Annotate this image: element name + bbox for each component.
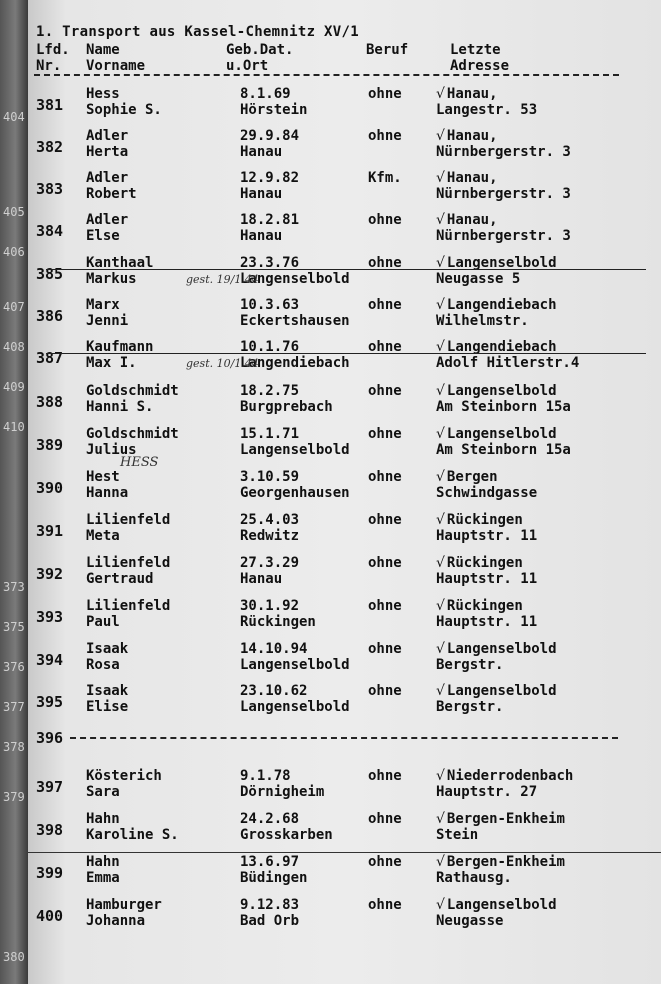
entry-row	[28, 768, 661, 812]
check-mark: √	[436, 255, 445, 271]
handwritten-note: gest. 19/1.44	[186, 273, 259, 286]
header-beruf-line1: Beruf	[366, 42, 409, 58]
entry-number: 383	[36, 180, 64, 198]
entry-surname: Kaufmann	[86, 339, 154, 355]
entry-birth-place: Grosskarben	[240, 827, 333, 843]
header-adresse-line1: Letzte	[450, 42, 501, 58]
entry-number: 387	[36, 349, 64, 367]
handwritten-note: HESS	[120, 455, 159, 470]
entry-address-line2: Neugasse 5	[436, 271, 521, 287]
entry-birth-date: 12.9.82	[240, 170, 300, 186]
entry-surname: Hest	[86, 469, 120, 485]
entry-firstname: Rosa	[86, 657, 120, 673]
entry-birth-place: Bad Orb	[240, 913, 300, 929]
entry-birth-place: Redwitz	[240, 528, 300, 544]
check-mark: √	[436, 555, 445, 571]
margin-number: 378	[3, 740, 25, 754]
entry-occupation: ohne	[368, 128, 402, 144]
entry-row	[28, 128, 661, 172]
entry-occupation: ohne	[368, 255, 402, 271]
entry-number: 392	[36, 565, 64, 583]
margin-number: 409	[3, 380, 25, 394]
check-mark: √	[436, 641, 445, 657]
entry-address-line1: Langenselbold	[446, 641, 557, 657]
margin-number: 379	[3, 790, 25, 804]
margin-number: 380	[3, 950, 25, 964]
entry-birth-date: 29.9.84	[240, 128, 300, 144]
entry-number: 388	[36, 393, 64, 411]
entry-firstname: Else	[86, 228, 120, 244]
entry-number: 393	[36, 608, 64, 626]
entry-surname: Marx	[86, 297, 120, 313]
entry-surname: Kanthaal	[86, 255, 154, 271]
entry-birth-place: Hanau	[240, 228, 283, 244]
entry-number: 385	[36, 265, 64, 283]
check-mark: √	[436, 339, 445, 355]
entry-birth-place: Langendiebach	[240, 355, 350, 371]
strike-through-line	[46, 269, 646, 270]
entry-name	[86, 255, 153, 287]
entry-firstname: Gertraud	[86, 571, 154, 587]
entry-number: 397	[36, 778, 64, 796]
entry-row	[28, 683, 661, 727]
entry-address-line1: Hanau,	[446, 128, 498, 144]
entry-occupation: ohne	[368, 297, 402, 313]
entry-birth	[240, 768, 324, 800]
entry-row	[28, 598, 661, 642]
entry-row	[28, 86, 661, 130]
entry-birth-date: 9.12.83	[240, 897, 300, 913]
entry-address-line2: Bergstr.	[436, 699, 504, 715]
entry-firstname: Jenni	[86, 313, 129, 329]
entry-birth	[240, 212, 299, 244]
entry-birth-place: Dörnigheim	[240, 784, 325, 800]
entry-name	[86, 86, 162, 118]
entry-address-line1: Langendiebach	[446, 339, 557, 355]
margin-number: 404	[3, 110, 25, 124]
entry-birth-place: Langenselbold	[240, 699, 350, 715]
entry-birth	[240, 854, 307, 886]
entry-birth	[240, 811, 333, 843]
entry-name	[86, 811, 179, 843]
entry-birth-place: Büdingen	[240, 870, 308, 886]
entry-row	[28, 170, 661, 214]
check-mark: √	[436, 426, 445, 442]
entry-address	[436, 598, 537, 630]
entry-birth-date: 15.1.71	[240, 426, 300, 442]
header-name	[86, 42, 145, 74]
entry-name	[86, 128, 128, 160]
entry-birth-place: Langenselbold	[240, 657, 350, 673]
entry-surname: Kösterich	[86, 768, 162, 784]
check-mark: √	[436, 854, 445, 870]
entry-row	[28, 897, 661, 941]
entry-firstname: Elise	[86, 699, 129, 715]
entry-row	[28, 641, 661, 685]
entry-birth	[240, 469, 350, 501]
entry-address-line1: Bergen-Enkheim	[446, 811, 565, 827]
entry-address	[436, 212, 571, 244]
entry-occupation: ohne	[368, 339, 402, 355]
entry-firstname: Hanna	[86, 485, 129, 501]
entry-birth	[240, 512, 299, 544]
entry-occupation: ohne	[368, 683, 402, 699]
entry-number: 399	[36, 864, 64, 882]
entry-address-line1: Rückingen	[446, 555, 523, 571]
entry-name	[86, 512, 170, 544]
entry-address-line2: Stein	[436, 827, 479, 843]
entry-firstname: Robert	[86, 186, 137, 202]
entry-address-line1: Bergen-Enkheim	[446, 854, 565, 870]
entry-name	[86, 426, 179, 458]
entry-number: 389	[36, 436, 64, 454]
margin-number: 375	[3, 620, 25, 634]
entry-number: 384	[36, 222, 64, 240]
header-lfd	[36, 42, 70, 74]
entry-name	[86, 469, 128, 501]
entry-address	[436, 683, 557, 715]
entry-occupation: ohne	[368, 86, 402, 102]
entry-name	[86, 555, 170, 587]
entry-birth-date: 9.1.78	[240, 768, 291, 784]
entry-birth-date: 18.2.81	[240, 212, 300, 228]
entry-birth-date: 24.2.68	[240, 811, 300, 827]
header-lfd-line2: Nr.	[36, 58, 62, 74]
entry-birth-date: 23.3.76	[240, 255, 300, 271]
entry-name	[86, 641, 128, 673]
entry-address-line1: Hanau,	[446, 170, 498, 186]
entry-address-line1: Langenselbold	[446, 683, 557, 699]
entry-address	[436, 555, 537, 587]
entry-birth	[240, 598, 316, 630]
entry-firstname: Paul	[86, 614, 120, 630]
entry-surname: Lilienfeld	[86, 512, 171, 528]
entry-address-line1: Langenselbold	[446, 426, 557, 442]
entry-name	[86, 768, 162, 800]
entry-surname: Hahn	[86, 811, 120, 827]
entry-birth	[240, 426, 350, 458]
check-mark: √	[436, 469, 445, 485]
entry-address-line2: Nürnbergerstr. 3	[436, 228, 571, 244]
check-mark: √	[436, 212, 445, 228]
entry-surname: Lilienfeld	[86, 598, 171, 614]
entry-occupation: ohne	[368, 212, 402, 228]
entry-surname: Adler	[86, 212, 129, 228]
entry-surname: Adler	[86, 128, 129, 144]
entry-number: 396	[36, 729, 64, 747]
entry-address-line1: Langenselbold	[446, 383, 557, 399]
handwritten-note: gest. 10/1.44	[186, 357, 259, 370]
margin-number: 410	[3, 420, 25, 434]
empty-entry-line	[70, 737, 618, 739]
entry-address-line1: Bergen	[446, 469, 498, 485]
entry-birth	[240, 383, 333, 415]
entry-address-line2: Nürnbergerstr. 3	[436, 144, 571, 160]
entry-address	[436, 641, 557, 673]
entry-firstname: Max I.	[86, 355, 137, 371]
entry-birth	[240, 897, 299, 929]
entry-birth-date: 18.2.75	[240, 383, 300, 399]
entry-address	[436, 170, 571, 202]
entry-firstname: Sophie S.	[86, 102, 162, 118]
header-name-line1: Name	[86, 42, 120, 58]
entry-birth-date: 14.10.94	[240, 641, 308, 657]
entry-row	[28, 811, 661, 855]
margin-number: 376	[3, 660, 25, 674]
entry-birth	[240, 170, 299, 202]
entry-address-line2: Nürnbergerstr. 3	[436, 186, 571, 202]
entry-name	[86, 683, 128, 715]
entry-birth-date: 13.6.97	[240, 854, 300, 870]
check-mark: √	[436, 297, 445, 313]
entry-birth-place: Hörstein	[240, 102, 308, 118]
entry-address	[436, 297, 557, 329]
entry-name	[86, 297, 128, 329]
entry-address-line2: Schwindgasse	[436, 485, 538, 501]
entry-surname: Adler	[86, 170, 129, 186]
entry-number: 391	[36, 522, 64, 540]
header-geb-line1: Geb.Dat.	[226, 42, 294, 58]
entry-number: 395	[36, 693, 64, 711]
entry-birth	[240, 86, 307, 118]
entry-address	[436, 339, 579, 371]
entry-address	[436, 854, 565, 886]
entry-address-line1: Langenselbold	[446, 897, 557, 913]
ruled-line	[28, 852, 661, 853]
strike-through-line	[46, 353, 646, 354]
entry-firstname: Meta	[86, 528, 120, 544]
entry-address	[436, 426, 571, 458]
entry-surname: Isaak	[86, 683, 129, 699]
margin-number: 373	[3, 580, 25, 594]
entry-birth	[240, 555, 299, 587]
entry-address-line1: Rückingen	[446, 598, 523, 614]
entry-firstname: Markus	[86, 271, 137, 287]
header-lfd-line1: Lfd.	[36, 42, 70, 58]
entry-occupation: Kfm.	[368, 170, 402, 186]
entry-address-line2: Neugasse	[436, 913, 504, 929]
check-mark: √	[436, 768, 445, 784]
entry-row	[28, 255, 661, 299]
entry-birth-place: Hanau	[240, 571, 283, 587]
header-geb	[226, 42, 293, 74]
entry-surname: Goldschmidt	[86, 426, 179, 442]
entry-surname: Goldschmidt	[86, 383, 179, 399]
entry-address	[436, 469, 537, 501]
entry-occupation: ohne	[368, 897, 402, 913]
entry-number: 382	[36, 138, 64, 156]
entry-row	[28, 555, 661, 599]
check-mark: √	[436, 383, 445, 399]
check-mark: √	[436, 512, 445, 528]
entry-firstname: Emma	[86, 870, 120, 886]
entry-birth-place: Eckertshausen	[240, 313, 350, 329]
entry-address	[436, 512, 537, 544]
entry-row	[28, 212, 661, 256]
header-geb-line2: u.Ort	[226, 58, 269, 74]
entry-birth-date: 10.3.63	[240, 297, 300, 313]
entry-name	[86, 383, 179, 415]
entry-address-line1: Rückingen	[446, 512, 523, 528]
entry-address-line2: Bergstr.	[436, 657, 504, 673]
check-mark: √	[436, 897, 445, 913]
entry-address-line1: Langenselbold	[446, 255, 557, 271]
margin-number: 406	[3, 245, 25, 259]
entry-birth-place: Langenselbold	[240, 271, 350, 287]
entry-birth-date: 25.4.03	[240, 512, 300, 528]
entry-birth-place: Langenselbold	[240, 442, 350, 458]
entry-address-line1: Langendiebach	[446, 297, 557, 313]
entry-birth-date: 10.1.76	[240, 339, 300, 355]
margin-number: 408	[3, 340, 25, 354]
check-mark: √	[436, 170, 445, 186]
entry-occupation: ohne	[368, 555, 402, 571]
entry-surname: Hamburger	[86, 897, 162, 913]
entry-row	[28, 455, 661, 513]
entry-firstname: Johanna	[86, 913, 146, 929]
entry-birth-place: Georgenhausen	[240, 485, 350, 501]
entry-row	[28, 854, 661, 898]
header-adresse	[450, 42, 509, 74]
entry-row	[28, 383, 661, 427]
entry-row	[28, 339, 661, 383]
entry-occupation: ohne	[368, 768, 402, 784]
entry-birth	[240, 641, 350, 673]
entry-birth-date: 8.1.69	[240, 86, 291, 102]
entry-surname: Isaak	[86, 641, 129, 657]
entry-name	[86, 854, 120, 886]
entry-address-line2: Langestr. 53	[436, 102, 538, 118]
entry-address	[436, 768, 573, 800]
entry-firstname: Hanni S.	[86, 399, 154, 415]
entry-address	[436, 255, 557, 287]
entry-birth-place: Hanau	[240, 186, 283, 202]
entry-occupation: ohne	[368, 469, 402, 485]
entry-surname: Hess	[86, 86, 120, 102]
entry-firstname: Karoline S.	[86, 827, 179, 843]
entry-address	[436, 897, 557, 929]
entry-surname: Hahn	[86, 854, 120, 870]
entry-number: 386	[36, 307, 64, 325]
entry-address-line2: Wilhelmstr.	[436, 313, 529, 329]
entry-number: 400	[36, 907, 64, 925]
header-beruf	[366, 42, 408, 58]
page-binding-edge	[0, 0, 28, 984]
entry-address-line2: Hauptstr. 11	[436, 571, 538, 587]
entry-row	[28, 729, 661, 773]
entry-birth-place: Rückingen	[240, 614, 316, 630]
entry-address-line2: Adolf Hitlerstr.4	[436, 355, 580, 371]
entry-address-line2: Rathausg.	[436, 870, 512, 886]
entry-name	[86, 212, 128, 244]
entry-occupation: ohne	[368, 383, 402, 399]
entry-address-line2: Hauptstr. 27	[436, 784, 538, 800]
check-mark: √	[436, 683, 445, 699]
margin-number: 407	[3, 300, 25, 314]
entry-birth-date: 23.10.62	[240, 683, 308, 699]
entry-name	[86, 339, 153, 371]
entry-occupation: ohne	[368, 426, 402, 442]
entry-birth	[240, 297, 350, 329]
entry-firstname: Herta	[86, 144, 129, 160]
entry-occupation: ohne	[368, 641, 402, 657]
check-mark: √	[436, 86, 445, 102]
entry-firstname: Sara	[86, 784, 120, 800]
check-mark: √	[436, 128, 445, 144]
check-mark: √	[436, 811, 445, 827]
header-divider	[34, 74, 619, 76]
entry-address	[436, 128, 571, 160]
entry-row	[28, 512, 661, 556]
check-mark: √	[436, 598, 445, 614]
entry-address-line2: Am Steinborn 15a	[436, 442, 571, 458]
entry-occupation: ohne	[368, 854, 402, 870]
entry-row	[28, 297, 661, 341]
entry-birth-date: 3.10.59	[240, 469, 300, 485]
entry-birth	[240, 683, 350, 715]
header-name-line2: Vorname	[86, 58, 146, 74]
entry-address-line1: Hanau,	[446, 86, 498, 102]
entry-surname: Lilienfeld	[86, 555, 171, 571]
document-page	[28, 0, 661, 984]
entry-occupation: ohne	[368, 811, 402, 827]
document-title: 1. Transport aus Kassel-Chemnitz XV/1	[36, 24, 359, 40]
margin-number: 405	[3, 205, 25, 219]
entry-address-line1: Hanau,	[446, 212, 498, 228]
entry-name	[86, 598, 170, 630]
entry-address-line2: Hauptstr. 11	[436, 528, 538, 544]
entry-name	[86, 897, 162, 929]
entry-firstname: Julius	[86, 442, 137, 458]
entry-occupation: ohne	[368, 598, 402, 614]
entry-address-line2: Hauptstr. 11	[436, 614, 538, 630]
entry-number: 381	[36, 96, 64, 114]
entry-address	[436, 86, 537, 118]
entry-number: 390	[36, 479, 64, 497]
entry-number: 394	[36, 651, 64, 669]
entry-birth-place: Hanau	[240, 144, 283, 160]
entry-address-line2: Am Steinborn 15a	[436, 399, 571, 415]
entry-birth-date: 27.3.29	[240, 555, 300, 571]
entry-birth	[240, 128, 299, 160]
entry-address	[436, 383, 571, 415]
entry-name	[86, 170, 137, 202]
entry-occupation: ohne	[368, 512, 402, 528]
entry-birth-place: Burgprebach	[240, 399, 333, 415]
entry-address	[436, 811, 565, 843]
entry-birth-date: 30.1.92	[240, 598, 300, 614]
margin-number: 377	[3, 700, 25, 714]
header-adresse-line2: Adresse	[450, 58, 510, 74]
entry-address-line1: Niederrodenbach	[446, 768, 574, 784]
entry-number: 398	[36, 821, 64, 839]
